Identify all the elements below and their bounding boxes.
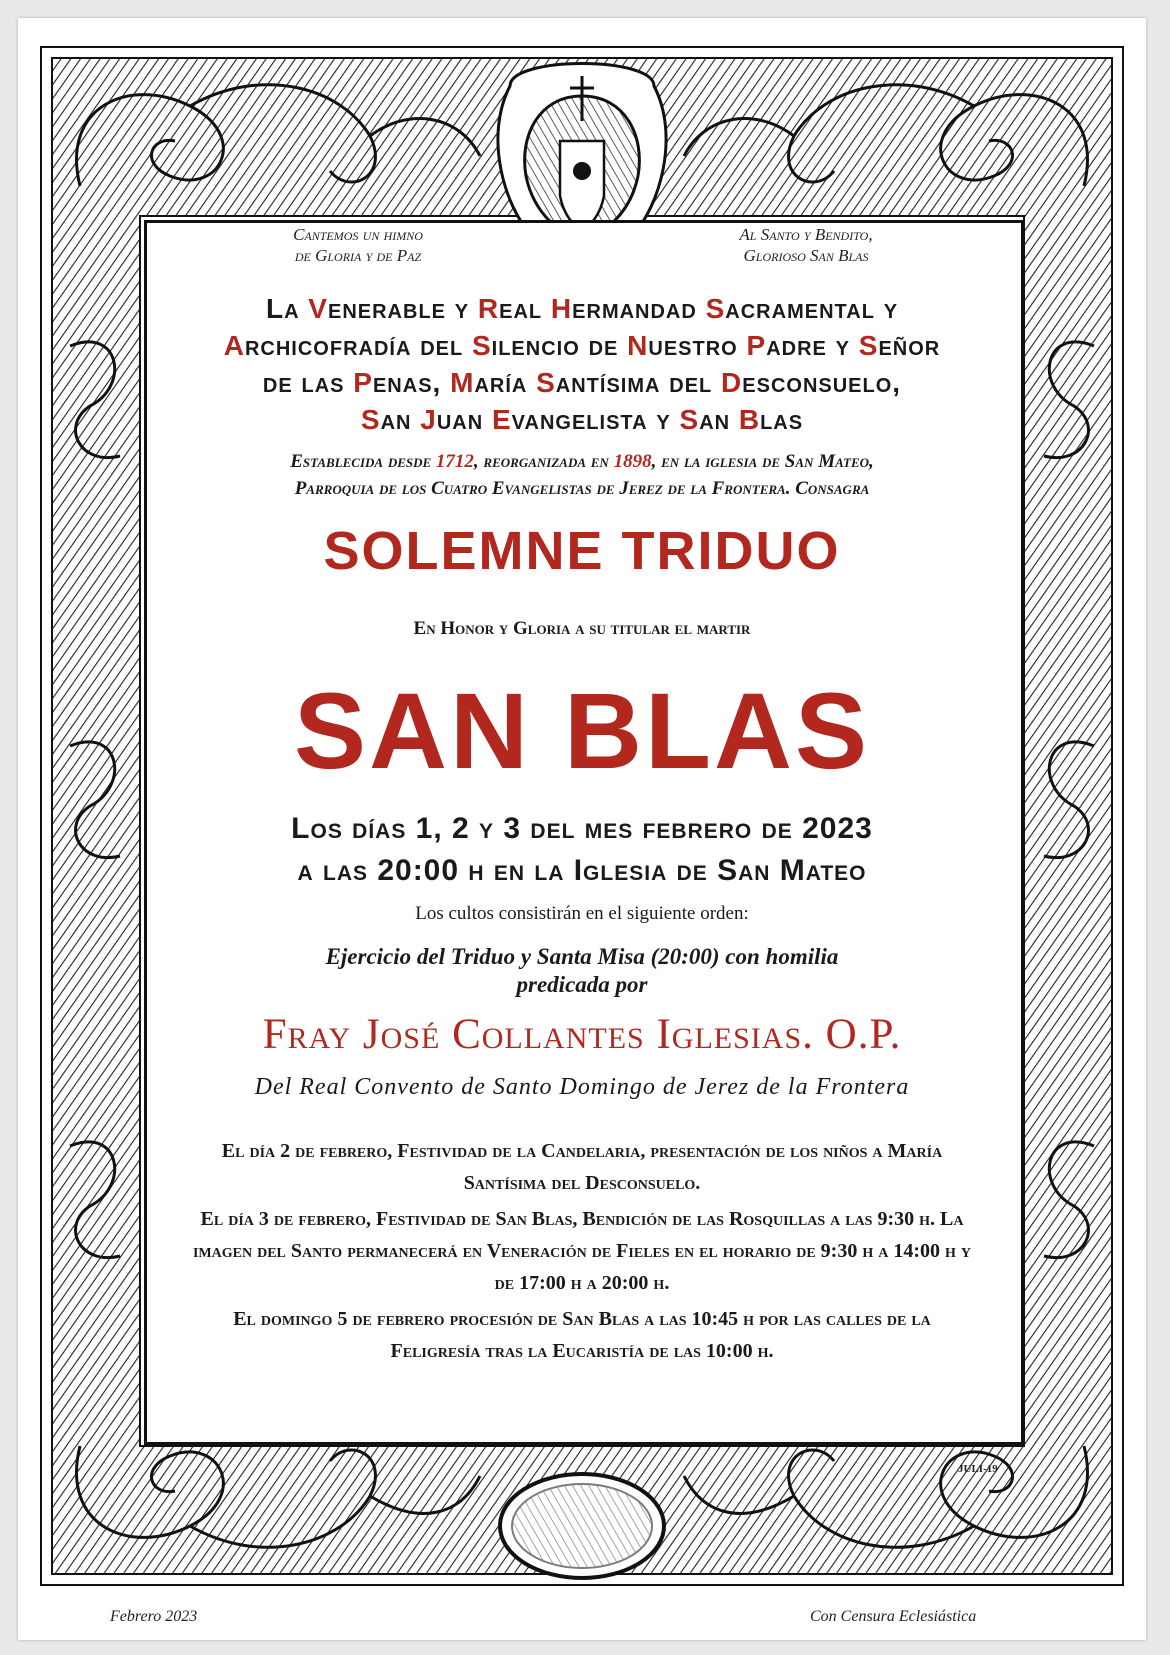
motto-right-line2: Glorioso San Blas [743,246,869,265]
establecida-line2: Parroquia de los Cuatro Evangelistas de Jerez de la Frontera. Consagra [294,478,870,499]
dates-line1: Los días 1, 2 y 3 del mes febrero de 2023 [291,812,873,845]
hermandad-title [18,290,1146,438]
dates-line2: a las 20:00 h en la Iglesia de San Mateo [297,854,867,887]
paragraph-candelaria: El día 2 de febrero, Festividad de la Candelaria, presentación de los niños a María Santísima del Desconsuelo. [221,1140,943,1194]
poster-content [18,18,1146,1640]
convento-line: Del Real Convento de Santo Domingo de Jerez de la Frontera [254,1074,910,1100]
paragraph-procesion: El domingo 5 de febrero procesión de San Blas a las 10:45 h por las calles de la Feligresía tras la Eucaristía de las 10:00 h. [233,1308,931,1362]
poster-sheet [18,18,1146,1640]
dates-block [18,808,1146,892]
hermandad-line2: Archicofradía del Silencio de Nuestro Padre y Señor [223,330,941,361]
motto-left-line1: Cantemos un himno [293,225,423,244]
solemne-triduo-title: SOLEMNE TRIDUO [323,521,841,581]
year-1898: 1898 [613,451,652,472]
motto-right [676,224,936,266]
motto-left-line2: de Gloria y de Paz [294,246,422,265]
establecida-text [18,448,1146,502]
paragraph-festividad: El día 3 de febrero, Festividad de San Blas, Bendición de las Rosquillas a las 9:30 h. La imagen del Santo permanecerá en Veneración de Fieles en el horario de 9:30 h a 14:00 h y de 17:00 h a 20:00 h. [192,1208,971,1294]
footer-censura: Con Censura Eclesiástica [810,1608,977,1625]
honor-line: En Honor y Gloria a su titular el martir [413,618,751,639]
hermandad-line1: La Venerable y Real Hermandad Sacramental y [265,293,899,324]
year-1712: 1712 [435,451,474,472]
establecida-line1: Establecida desde 1712, reorganizada en 1898, en la iglesia de San Mateo, [290,451,874,472]
ejercicio-line1: Ejercicio del Triduo y Santa Misa (20:00) con homilia [325,944,839,969]
footer-date: Febrero 2023 [110,1608,198,1625]
ejercicio-text [18,943,1146,999]
motto-right-line1: Al Santo y Bendito, [739,225,873,244]
ejercicio-line2: predicada por [516,972,648,997]
hermandad-line3: de las Penas, María Santísima del Desconsuelo, [262,367,902,398]
hermandad-line4: San Juan Evangelista y San Blas [360,404,804,435]
san-blas-title: SAN BLAS [293,670,871,791]
motto-left [228,224,488,266]
artist-signature: JULI-19 [958,1463,998,1475]
predicador-name: Fray José Collantes Iglesias. O.P. [262,1011,902,1058]
order-intro: Los cultos consistirán en el siguiente orden: [415,903,749,924]
